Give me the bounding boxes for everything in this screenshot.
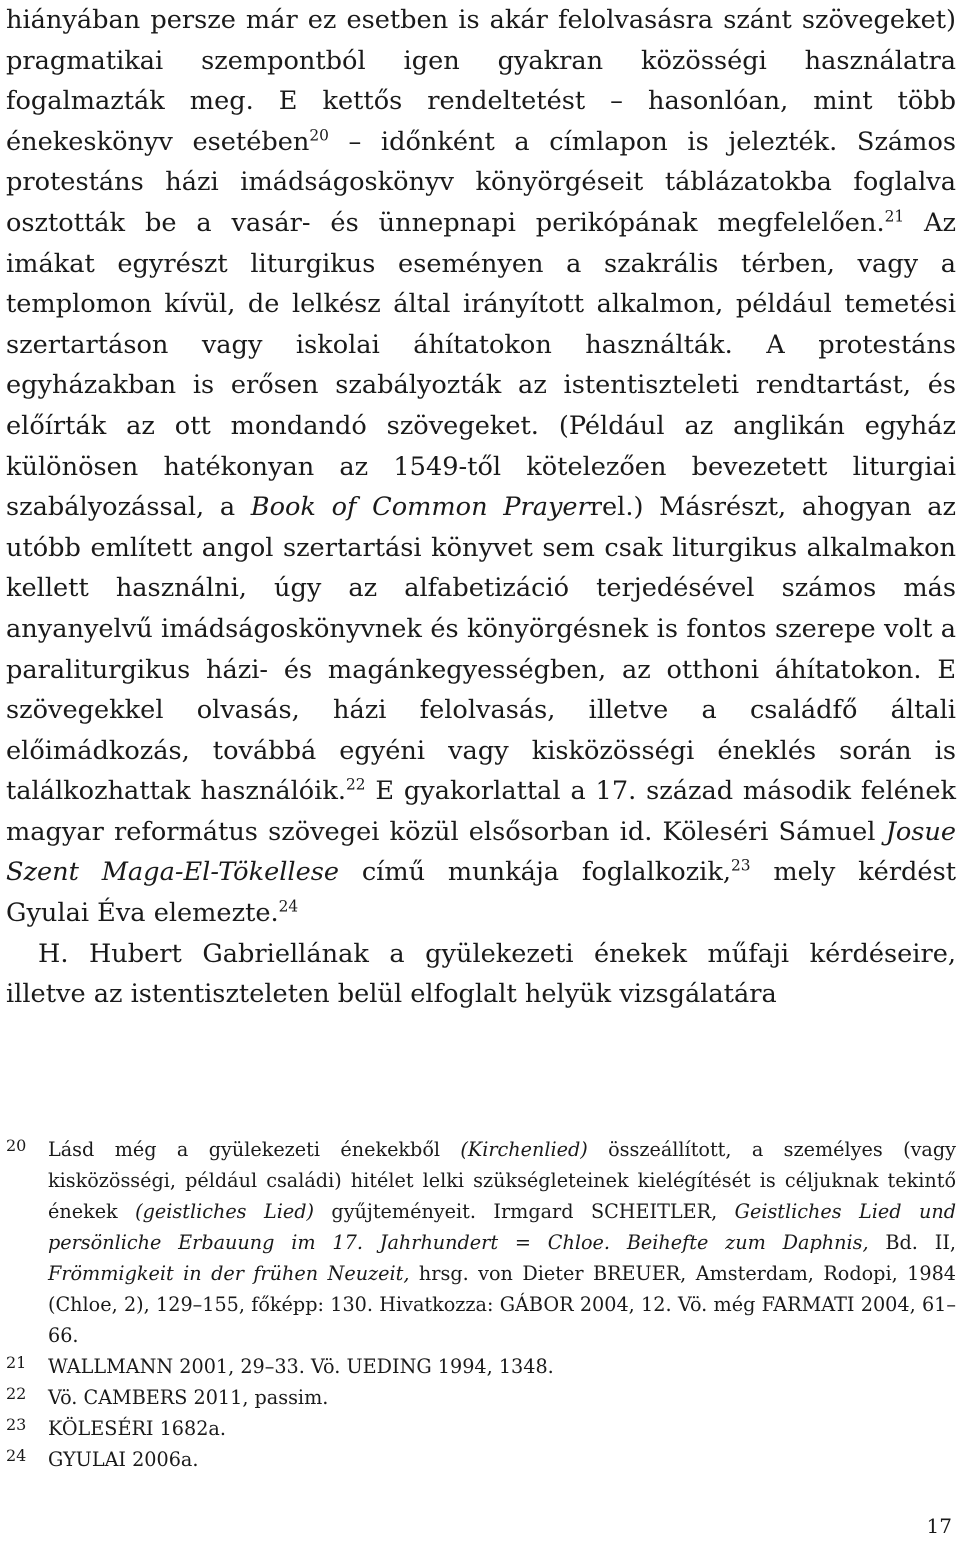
text-run: hiányában persze már ez esetben is akár felolvasásra szánt szövegeket) pragmatikai szempontból igen gyakran közösségi használatra fogalmazták meg. E kettős rendeltetést – hasonlóan, mint több énekeskönyv esetében: [6, 5, 956, 157]
footnotes: [6, 1134, 956, 1475]
footnote-number: 21: [6, 1353, 27, 1372]
footnote-ref-22[interactable]: 22: [346, 775, 366, 794]
footnote-number: 22: [6, 1384, 27, 1403]
work-title: Josue Szent Maga-El-Tökellese: [6, 816, 956, 888]
footnote-20: [6, 1134, 956, 1351]
footnote-text: WALLMANN 2001, 29–33. Vö. UEDING 1994, 1348.: [48, 1355, 554, 1378]
footnote-text: GYULAI 2006a.: [48, 1448, 199, 1471]
text-run: című munkája foglalkozik,: [339, 857, 731, 888]
italic-title: Frömmigkeit in der frühen Neuzeit,: [48, 1262, 410, 1285]
footnote-24: [6, 1444, 956, 1475]
footnote-ref-21[interactable]: 21: [884, 207, 905, 226]
footnote-number: 24: [6, 1446, 27, 1465]
footnote-ref-20[interactable]: 20: [309, 126, 329, 145]
book-title: Book of Common Prayer: [250, 492, 590, 523]
text-run: hrsg. von Dieter BREUER, Amsterdam, Rodopi, 1984 (Chloe, 2), 129–155, főképp: 130. Hivatkozza: GÁBOR 2004, 12. Vö. még FARMATI 2004, 61–66.: [48, 1262, 956, 1347]
footnote-21: [6, 1351, 956, 1382]
text-run: összeállított, a személyes (vagy kisközösségi, például családi) hitélet lelki szükségleteinek kielégítését is céljuknak tekintő énekek: [48, 1138, 956, 1223]
text-run: E gyakorlattal a 17. század második felének magyar református szövegei közül elsősorban id. Köleséri Sámuel: [6, 776, 956, 847]
text-run: Lásd még a gyülekezeti énekekből: [48, 1138, 461, 1161]
italic-title: Geistliches Lied und persönliche Erbauung im 17. Jahrhundert = Chloe. Beihefte zum Daphnis,: [48, 1200, 956, 1254]
text-run: gyűjteményeit. Irmgard SCHEITLER,: [313, 1200, 735, 1223]
text-run: rel.) Másrészt, ahogyan az utóbb említett angol szertartási könyvet sem csak liturgikus alkalmakon kellett használni, úgy az alfabetizáció terjedésével számos más anyanyelvű imádságoskönyvnek és könyörgésnek is fontos szerepe volt a paraliturgikus házi- és magánkegyességben, az otthoni áhítatokon. E szövegekkel olvasás, házi felolvasás, illetve a családfő általi előimádkozás, továbbá egyéni vagy kisközösségi éneklés során is találkozhattak használóik.: [6, 492, 956, 807]
page-number: 17: [926, 1514, 952, 1538]
footnote-number: 20: [6, 1136, 27, 1155]
text-run: mely kérdést Gyulai Éva elemezte.: [6, 857, 956, 929]
footnote-text: Vö. CAMBERS 2011, passim.: [48, 1386, 329, 1409]
italic-term: (Kirchenlied): [460, 1138, 588, 1161]
paragraph-2: H. Hubert Gabriellának a gyülekezeti énekek műfaji kérdéseire, illetve az istentiszteleten belül elfoglalt helyük vizsgálatára: [6, 938, 956, 1010]
footnote-number: 23: [6, 1415, 27, 1434]
text-run: Bd. II,: [868, 1231, 956, 1254]
paragraph-1: [6, 0, 956, 934]
text-run: – időnként a címlapon is jelezték. Számos protestáns házi imádságoskönyv könyörgéseit táblázatokba foglalva osztották be a vasár- és ünnepnapi perikópának megfelelően.: [6, 126, 956, 238]
footnote-22: [6, 1382, 956, 1413]
footnote-ref-24[interactable]: 24: [278, 897, 299, 916]
footnote-text: KÖLESÉRI 1682a.: [48, 1417, 226, 1440]
text-run: Az imákat egyrészt liturgikus eseményen a szakrális térben, vagy a templomon kívül, de lelkész által irányított alkalmon, például temetési szertartáson vagy iskolai áhítatokon használták. A protestáns egyházakban is erősen szabályozták az istentiszteleti rendtartást, és előírták az ott mondandó szövegeket. (Például az anglikán egyház különösen hatékonyan az 1549-től kötelezően bevezetett liturgiai szabályozással, a: [6, 207, 956, 523]
footnote-23: [6, 1413, 956, 1444]
italic-term: (geistliches Lied): [135, 1200, 314, 1223]
main-text: [6, 0, 956, 1015]
footnote-ref-23[interactable]: 23: [730, 856, 751, 875]
